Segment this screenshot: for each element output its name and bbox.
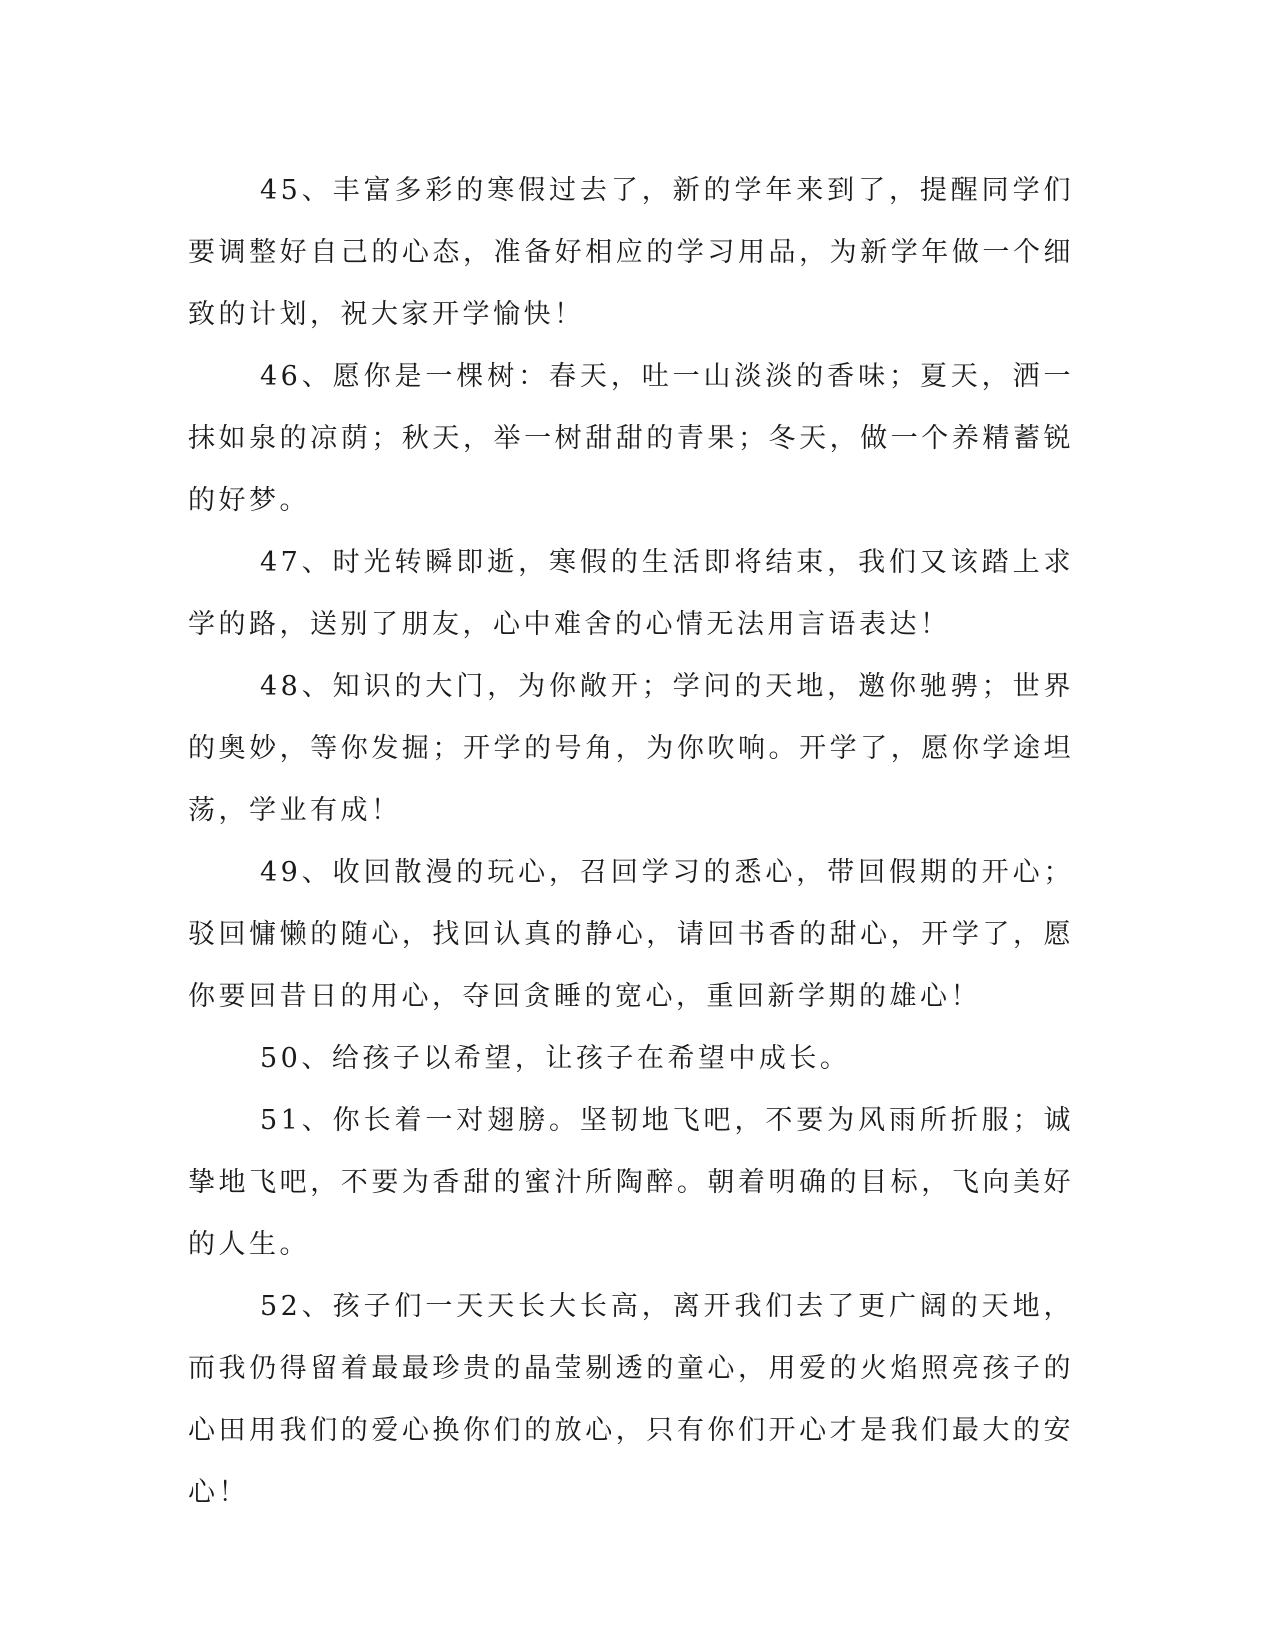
- document-body: [188, 160, 1074, 1524]
- paragraph-51: 51、你长着一对翅膀。坚韧地飞吧，不要为风雨所折服；诚挚地飞吧，不要为香甜的蜜汁所陶醉。朝着明确的目标，飞向美好的人生。: [188, 1105, 1074, 1260]
- paragraph-46: 46、愿你是一棵树：春天，吐一山淡淡的香味；夏天，洒一抹如泉的凉荫；秋天，举一树甜甜的青果；冬天，做一个养精蓄锐的好梦。: [188, 361, 1074, 516]
- paragraph-45: 45、丰富多彩的寒假过去了，新的学年来到了，提醒同学们要调整好自己的心态，准备好相应的学习用品，为新学年做一个细致的计划，祝大家开学愉快！: [188, 175, 1074, 330]
- paragraph-52: 52、孩子们一天天长大长高，离开我们去了更广阔的天地，而我仍得留着最最珍贵的晶莹剔透的童心，用爱的火焰照亮孩子的心田用我们的爱心换你们的放心，只有你们开心才是我们最大的安心！: [188, 1291, 1074, 1508]
- paragraph-49: 49、收回散漫的玩心，召回学习的悉心，带回假期的开心；驳回慵懒的随心，找回认真的静心，请回书香的甜心，开学了，愿你要回昔日的用心，夺回贪睡的宽心，重回新学期的雄心！: [188, 857, 1074, 1012]
- paragraph-48: 48、知识的大门，为你敞开；学问的天地，邀你驰骋；世界的奥妙，等你发掘；开学的号角，为你吹响。开学了，愿你学途坦荡，学业有成！: [188, 671, 1074, 826]
- paragraph-50: 50、给孩子以希望，让孩子在希望中成长。: [260, 1043, 851, 1074]
- paragraph-47: 47、时光转瞬即逝，寒假的生活即将结束，我们又该踏上求学的路，送别了朋友，心中难舍的心情无法用言语表达！: [188, 547, 1074, 640]
